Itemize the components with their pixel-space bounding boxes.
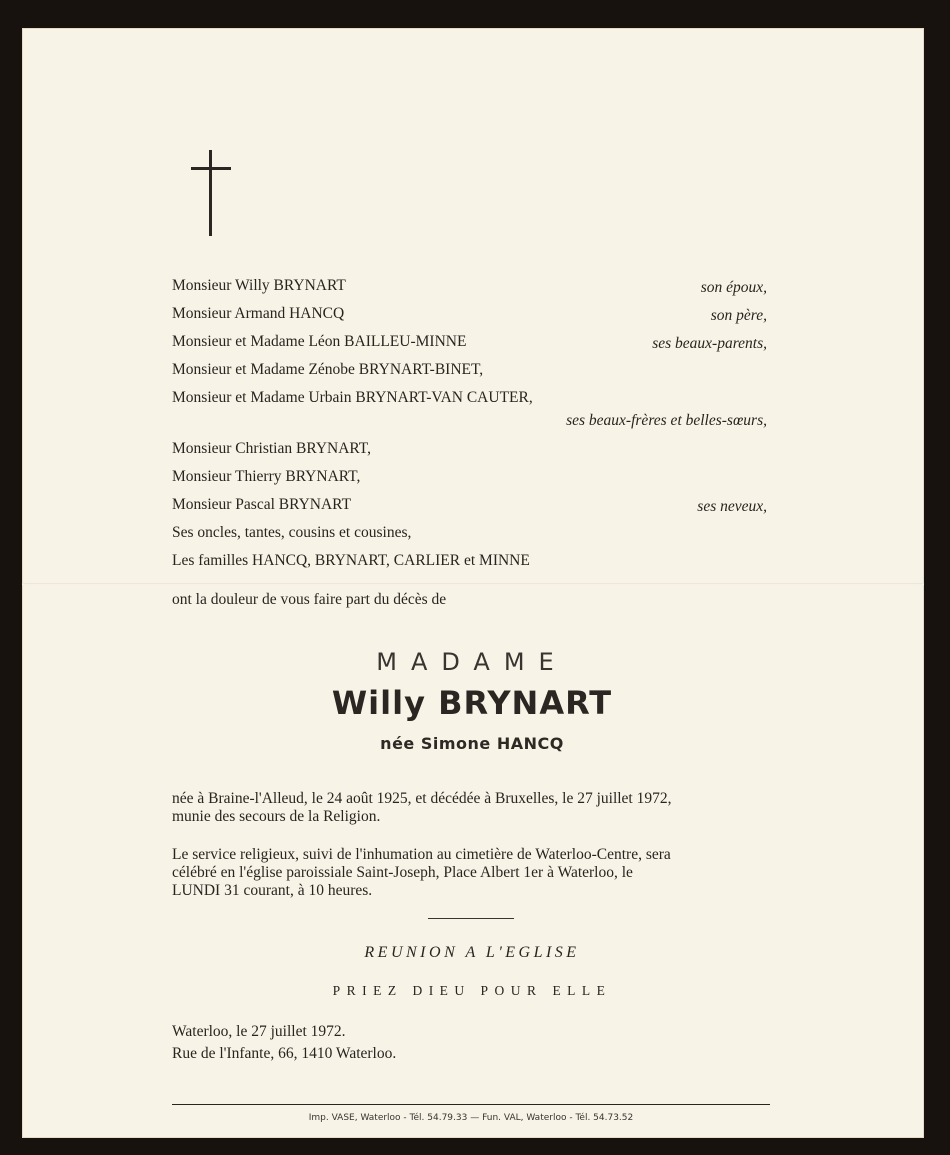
family-role-6: ses beaux-frères et belles-sœurs, [566,412,767,429]
signature-date: Waterloo, le 27 juillet 1972. [172,1023,346,1040]
reunion-heading: REUNION A L'EGLISE [364,944,580,961]
family-name-3: Monsieur et Madame Léon BAILLEU-MINNE [172,333,467,350]
family-name-10: Ses oncles, tantes, cousins et cousines, [172,524,412,541]
footer-divider [172,1104,770,1105]
family-name-7: Monsieur Christian BRYNART, [172,440,371,457]
deceased-title: MADAME [376,648,568,676]
family-name-11: Les familles HANCQ, BRYNART, CARLIER et MINNE [172,552,530,569]
birth-death-paragraph [172,790,770,826]
birth-death-line-2: munie des secours de la Religion. [172,808,381,825]
family-name-2: Monsieur Armand HANCQ [172,305,345,322]
deceased-name: Willy BRYNART [331,684,613,722]
family-name-9: Monsieur Pascal BRYNART [172,496,352,513]
signature-address: Rue de l'Infante, 66, 1410 Waterloo. [172,1045,397,1062]
family-name-4: Monsieur et Madame Zénobe BRYNART-BINET, [172,361,484,378]
family-name-1: Monsieur Willy BRYNART [172,277,346,294]
family-name-5: Monsieur et Madame Urbain BRYNART-VAN CAUTER, [172,389,533,406]
cross-icon [190,150,234,240]
announcement-text: ont la douleur de vous faire part du décès de [172,591,447,608]
service-line-2: célébré en l'église paroissiale Saint-Joseph, Place Albert 1er à Waterloo, le [172,864,633,881]
deceased-maiden-name: née Simone HANCQ [380,734,564,753]
prayer-line: PRIEZ DIEU POUR ELLE [332,983,612,998]
family-name-8: Monsieur Thierry BRYNART, [172,468,361,485]
birth-death-line-1: née à Braine-l'Alleud, le 24 août 1925, et décédée à Bruxelles, le 27 juillet 1972, [172,790,672,807]
family-role-3: ses beaux-parents, [652,335,767,352]
fold-line [22,583,924,585]
printer-imprint: Imp. VASE, Waterloo - Tél. 54.79.33 — Fun. VAL, Waterloo - Tél. 54.73.52 [308,1113,634,1123]
service-paragraph [172,846,770,900]
short-divider [428,918,514,919]
service-line-1: Le service religieux, suivi de l'inhumation au cimetière de Waterloo-Centre, sera [172,846,671,863]
family-role-9: ses neveux, [697,498,767,515]
family-role-2: son père, [710,307,767,324]
service-line-3: LUNDI 31 courant, à 10 heures. [172,882,373,899]
family-role-1: son époux, [700,279,767,296]
